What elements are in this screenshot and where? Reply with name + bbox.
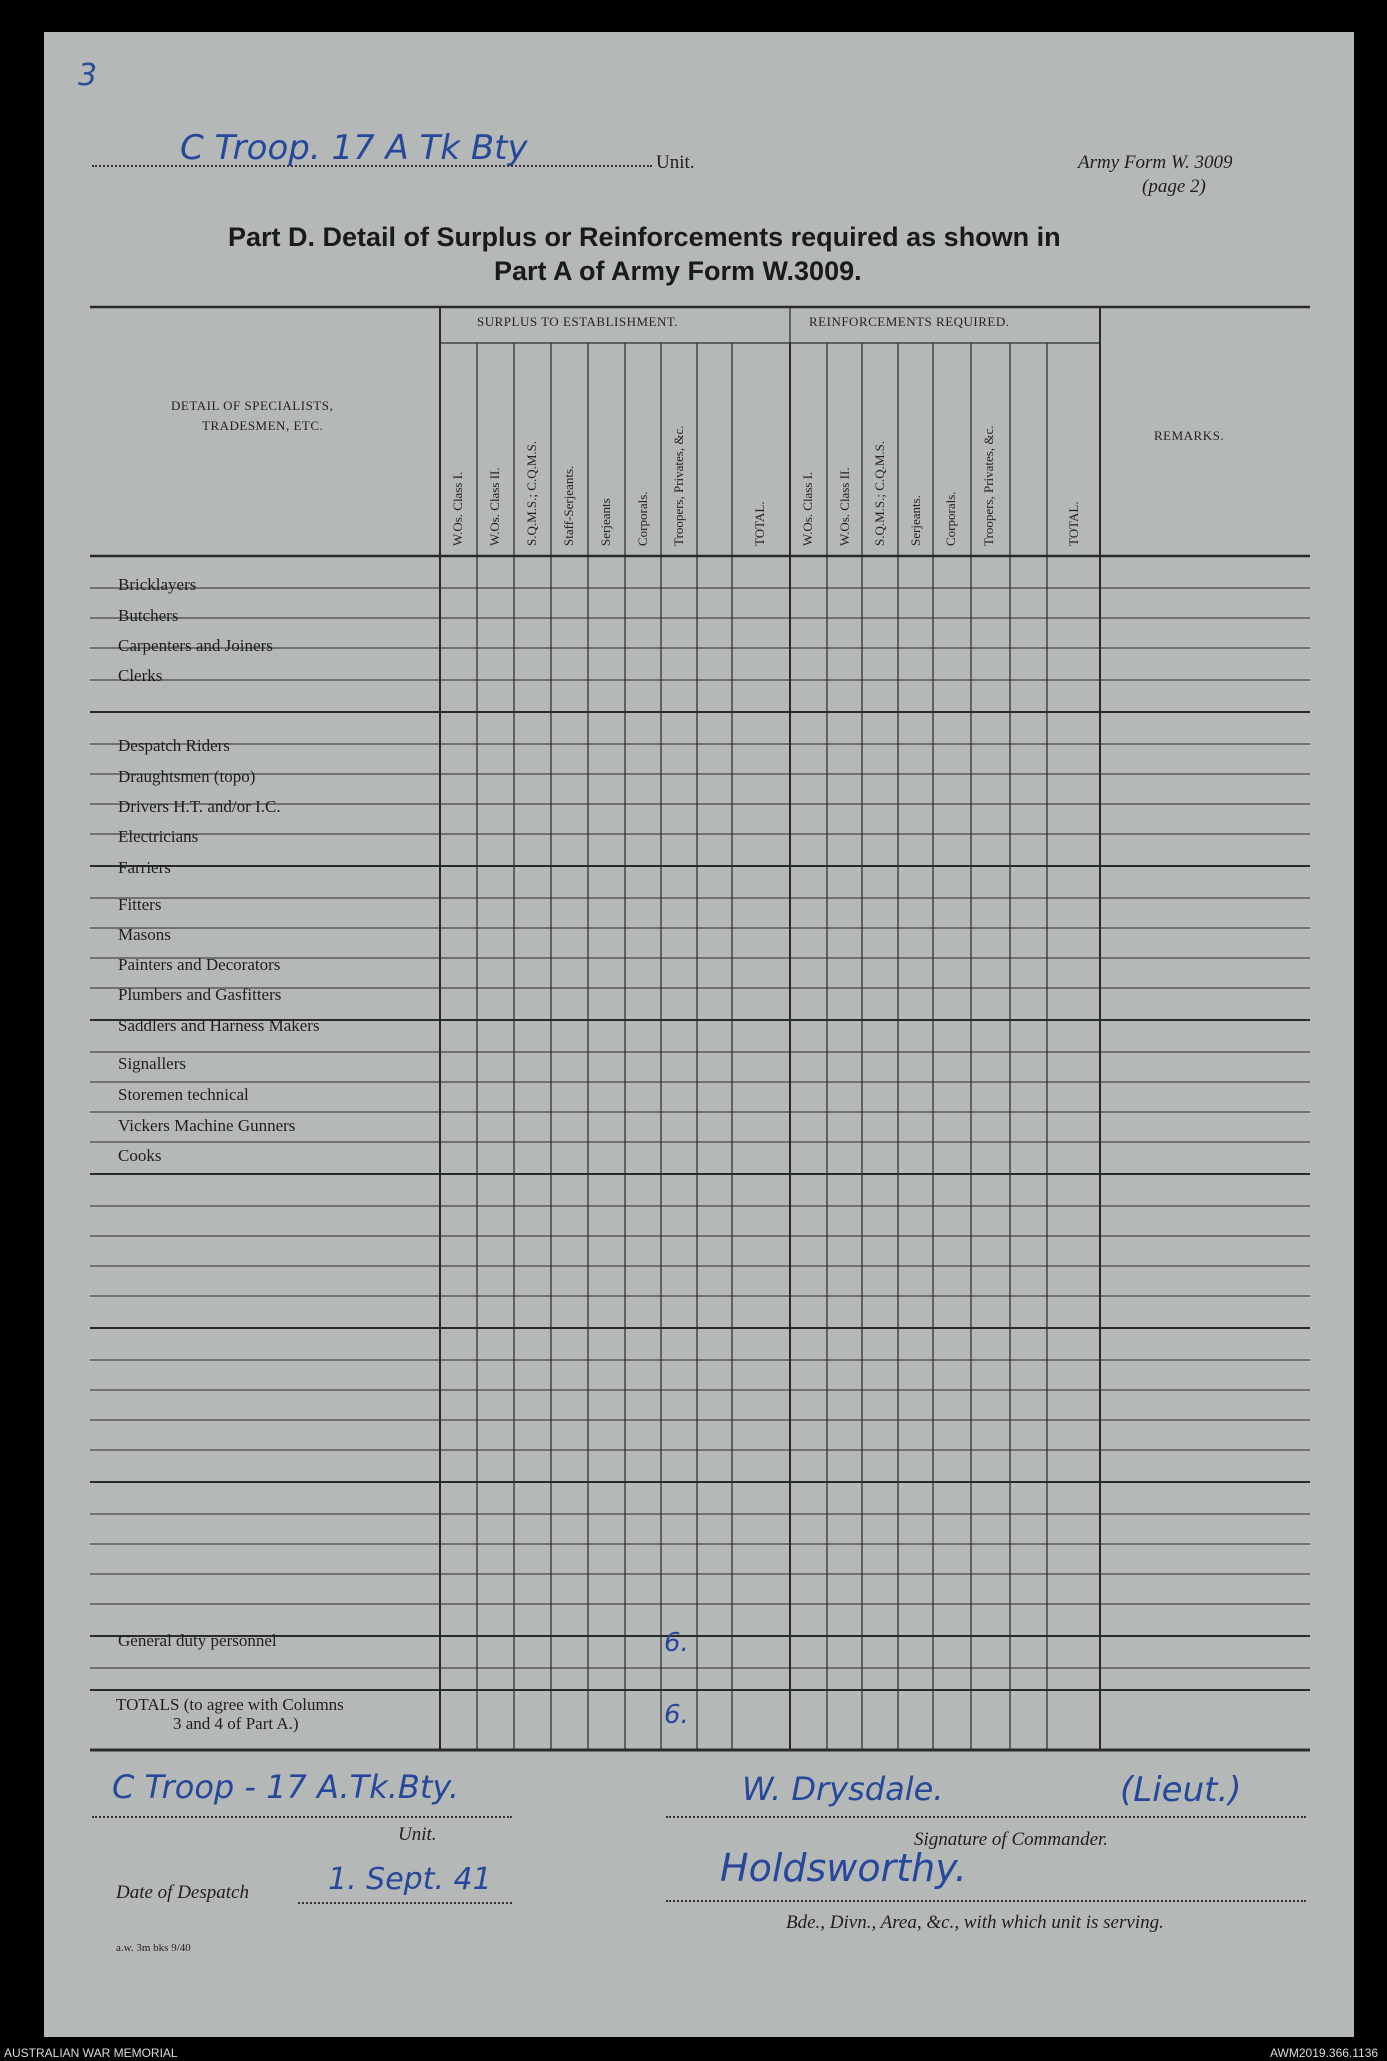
location-handwritten: Holdsworthy. <box>720 1846 967 1890</box>
despatch-date-handwritten: 1. Sept. 41 <box>328 1862 492 1897</box>
remarks-header: REMARKS. <box>1154 428 1225 443</box>
pencil-mark: 3 <box>78 58 98 93</box>
totals-label-line1: TOTALS (to agree with Columns <box>116 1695 344 1714</box>
general-duty-value: 6. <box>664 1628 689 1658</box>
signature-label: Signature of Commander. <box>914 1829 1109 1850</box>
totals-label-line2: 3 and 4 of Part A.) <box>173 1714 299 1733</box>
row-label: Draughtsmen (topo) <box>118 767 256 786</box>
row-label: Plumbers and Gasfitters <box>118 985 282 1004</box>
reinforcement-col-header: Serjeants. <box>908 495 923 546</box>
location-label: Bde., Divn., Area, &c., with which unit is serving. <box>786 1912 1164 1933</box>
surplus-col-header: Corporals. <box>635 491 650 546</box>
unit-label: Unit. <box>656 152 695 173</box>
surplus-col-header: S.Q.M.S.; C.Q.M.S. <box>524 440 539 546</box>
row-label: Fitters <box>118 895 162 914</box>
detail-header-line2: TRADESMEN, ETC. <box>202 418 324 433</box>
row-label: Cooks <box>118 1146 162 1165</box>
footer-unit-label: Unit. <box>398 1824 437 1845</box>
surplus-col-header: Troopers, Privates, &c. <box>671 425 686 546</box>
row-label: Masons <box>118 925 171 944</box>
reinforcement-col-header: S.Q.M.S.; C.Q.M.S. <box>872 440 887 546</box>
reinforcements-group-header: REINFORCEMENTS REQUIRED. <box>809 314 1010 329</box>
row-label: Clerks <box>118 666 163 685</box>
reinforcement-col-header: W.Os. Class II. <box>837 467 852 546</box>
row-label: Saddlers and Harness Makers <box>118 1016 320 1035</box>
row-label: Carpenters and Joiners <box>118 636 273 655</box>
despatch-line <box>298 1902 512 1904</box>
unit-handwritten: C Troop. 17 A Tk Bty <box>180 128 528 168</box>
row-label: Painters and Decorators <box>118 955 281 974</box>
form-name: Army Form W. 3009 <box>1078 152 1233 173</box>
reinforcement-col-header: W.Os. Class I. <box>800 471 815 546</box>
surplus-col-header: Serjeants <box>598 498 613 546</box>
row-label: Butchers <box>118 606 179 625</box>
form-title-line1: Part D. Detail of Surplus or Reinforcements required as shown in <box>228 222 1061 252</box>
row-label: Electricians <box>118 827 199 846</box>
row-label: Despatch Riders <box>118 736 230 755</box>
form-page: (page 2) <box>1142 176 1206 197</box>
detail-header-line1: DETAIL OF SPECIALISTS, <box>171 398 334 413</box>
form-title-line2: Part A of Army Form W.3009. <box>494 256 862 286</box>
surplus-col-header: TOTAL. <box>752 501 767 546</box>
footer-unit-line <box>92 1816 512 1818</box>
archive-credit: AUSTRALIAN WAR MEMORIAL <box>4 2046 178 2060</box>
row-label: Drivers H.T. and/or I.C. <box>118 797 281 816</box>
surplus-col-header: W.Os. Class I. <box>450 471 465 546</box>
signature-handwritten: W. Drysdale. <box>742 1770 944 1808</box>
row-label: Farriers <box>118 858 171 877</box>
row-label: Vickers Machine Gunners <box>118 1116 296 1135</box>
reinforcement-col-header: Corporals. <box>943 491 958 546</box>
surplus-col-header: Staff-Serjeants. <box>561 465 576 546</box>
print-code: a.w. 3m bks 9/40 <box>116 1942 191 1954</box>
signature-line <box>666 1816 1306 1818</box>
reinforcement-col-header: Troopers, Privates, &c. <box>981 425 996 546</box>
general-duty-label: General duty personnel <box>118 1631 277 1650</box>
archive-id: AWM2019.366.1136 <box>1270 2046 1379 2060</box>
row-label: Signallers <box>118 1054 186 1073</box>
surplus-group-header: SURPLUS TO ESTABLISHMENT. <box>477 314 679 329</box>
reinforcement-col-header: TOTAL. <box>1066 501 1081 546</box>
despatch-label: Date of Despatch <box>116 1882 249 1903</box>
footer-unit-handwritten: C Troop - 17 A.Tk.Bty. <box>112 1768 460 1806</box>
surplus-col-header: W.Os. Class II. <box>487 467 502 546</box>
row-label: Storemen technical <box>118 1085 249 1104</box>
location-line <box>666 1900 1306 1902</box>
totals-value: 6. <box>664 1700 689 1730</box>
rank-handwritten: (Lieut.) <box>1120 1770 1242 1810</box>
row-label: Bricklayers <box>118 575 197 594</box>
